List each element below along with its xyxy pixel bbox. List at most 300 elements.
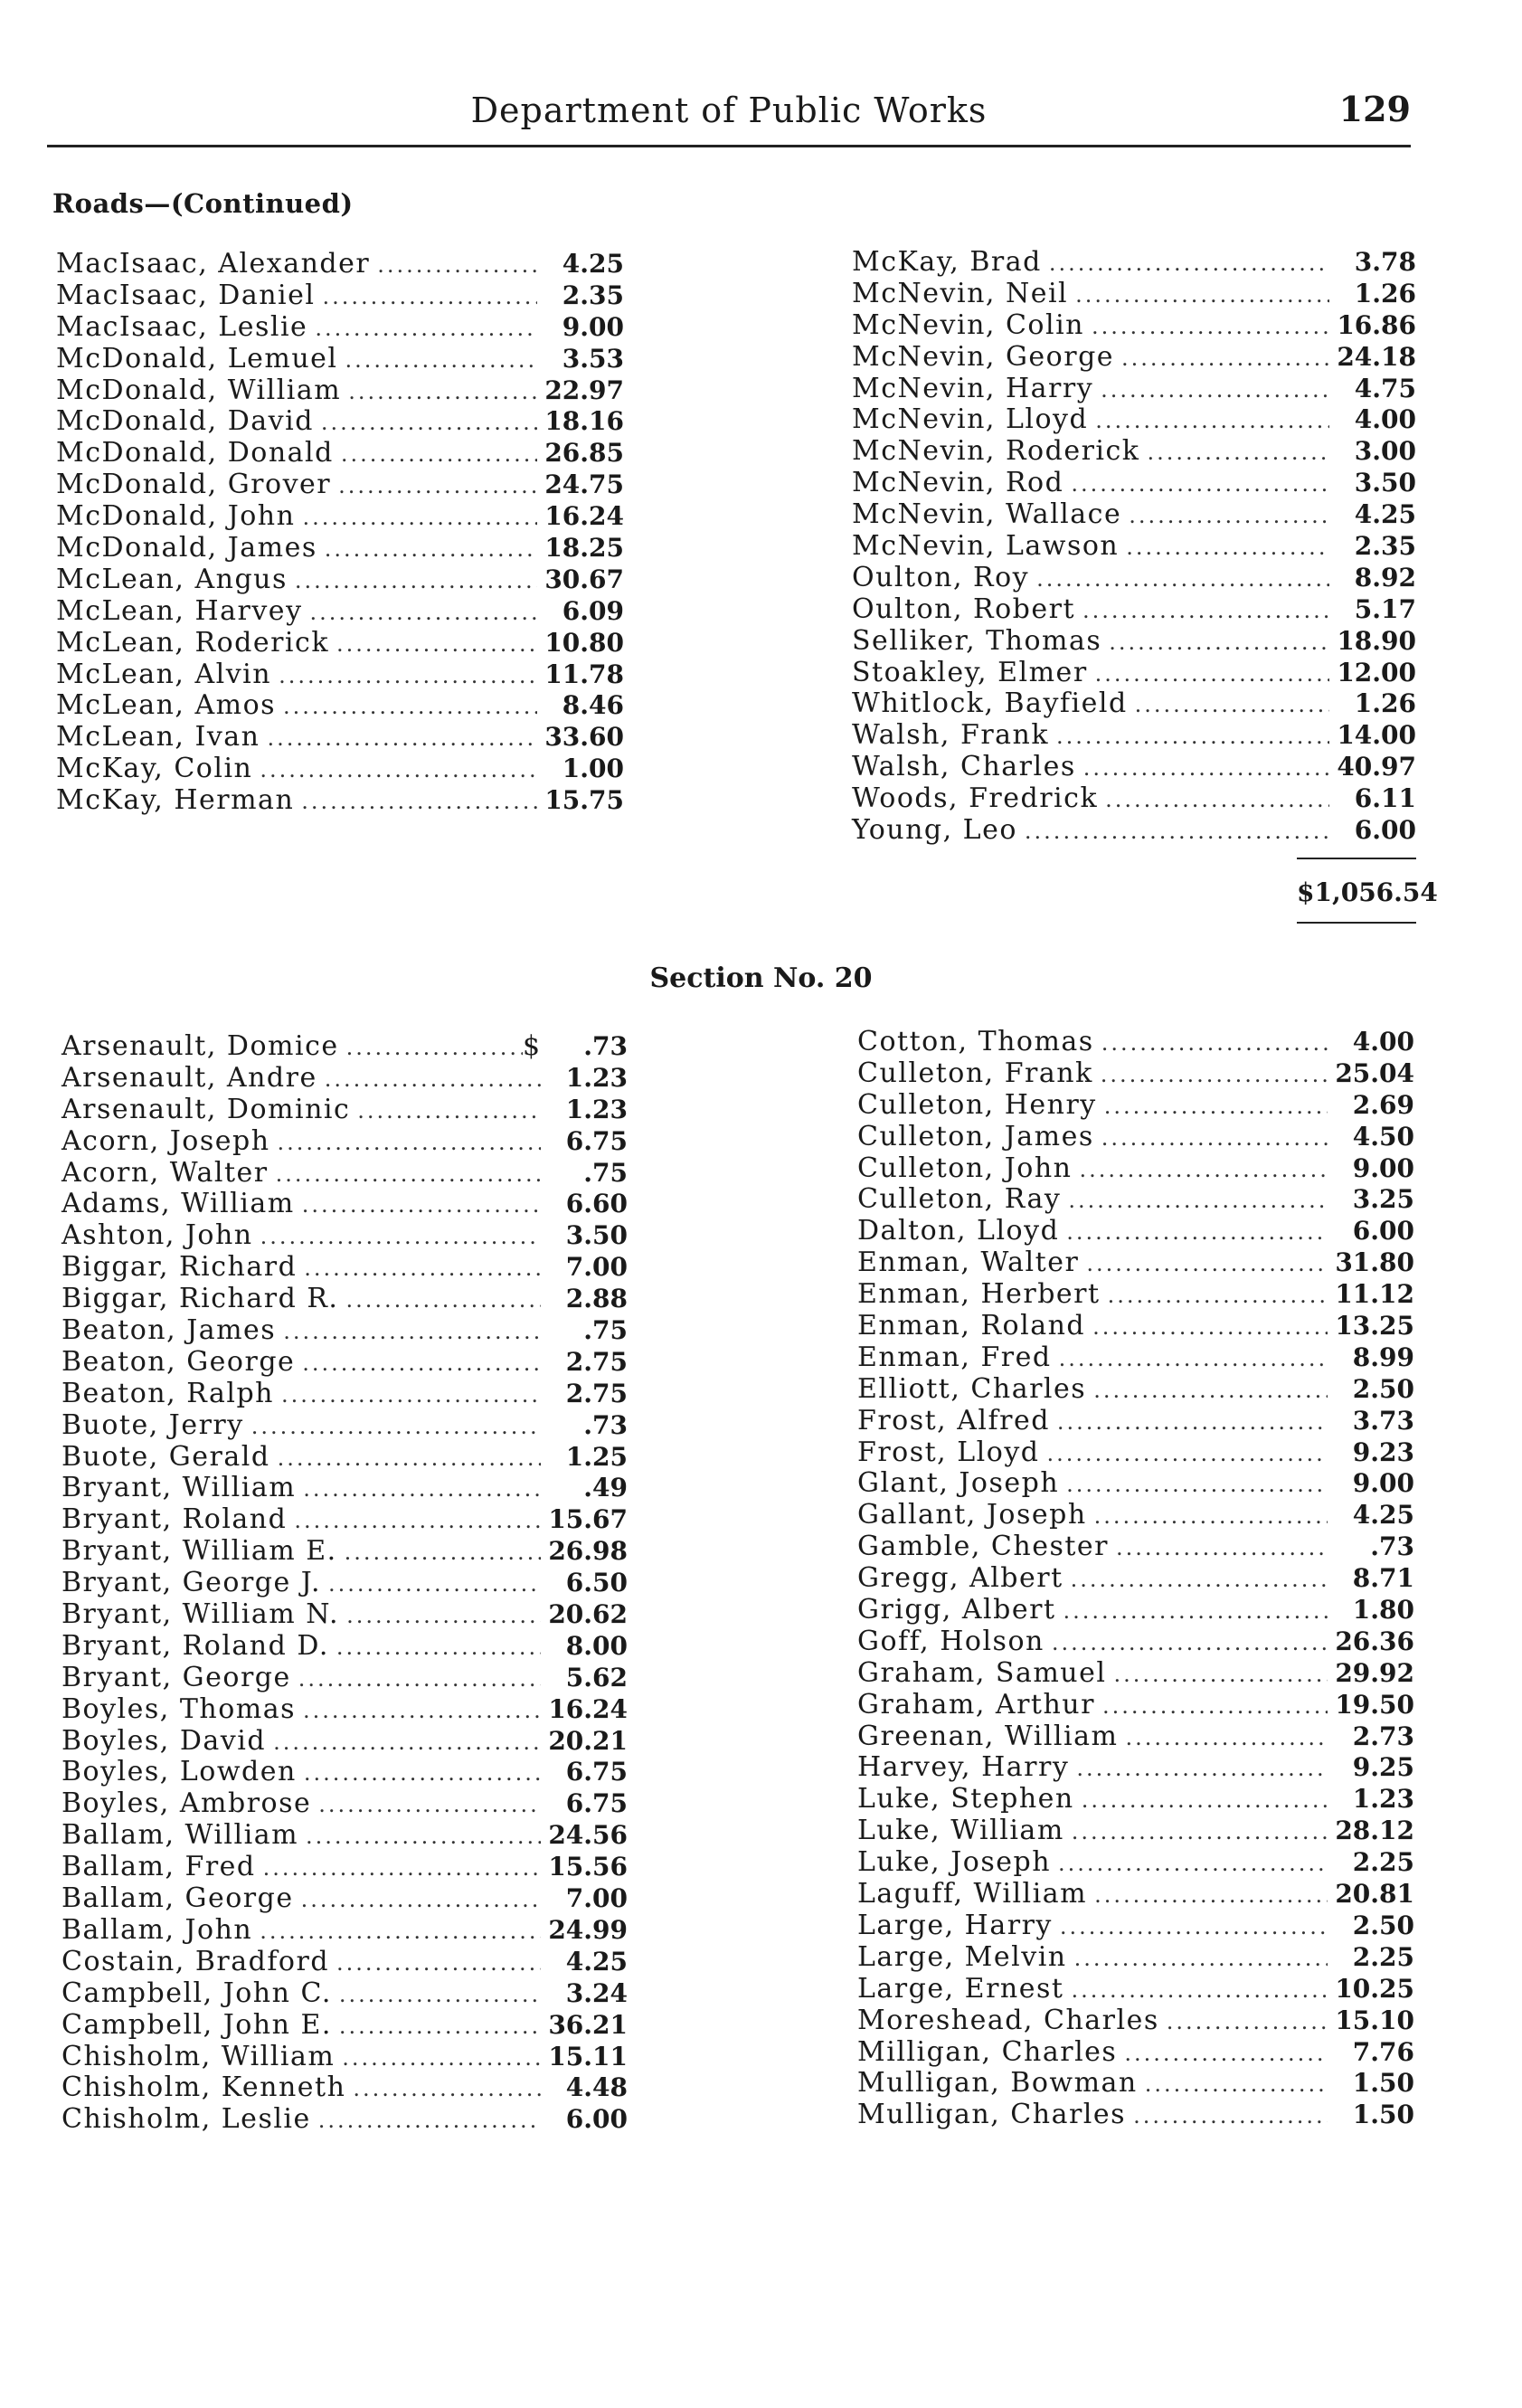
- amount: 24.18: [1337, 341, 1416, 372]
- list-item: [56, 627, 624, 659]
- amount: 2.73: [1352, 1721, 1414, 1751]
- worker-name: Glant, Joseph: [857, 1467, 1060, 1500]
- list-item: [857, 1846, 1414, 1878]
- amount: 1.00: [562, 754, 624, 784]
- section20-left-column: [61, 1030, 628, 2135]
- worker-name: McDonald, Grover: [56, 469, 332, 501]
- amount: 6.75: [565, 1788, 628, 1819]
- amount: 15.75: [544, 785, 624, 816]
- amount: 19.50: [1335, 1689, 1414, 1720]
- list-item: [852, 341, 1416, 373]
- worker-name: Ashton, John: [61, 1219, 253, 1252]
- amount: 2.88: [565, 1284, 628, 1314]
- dot-leader: [276, 694, 537, 719]
- dot-leader: [1128, 692, 1329, 717]
- list-item: [857, 1973, 1414, 2005]
- amount: 6.09: [562, 595, 624, 626]
- amount: 25.04: [1335, 1057, 1414, 1088]
- amount: 2.50: [1352, 1910, 1414, 1940]
- list-item: [61, 1094, 628, 1125]
- dot-leader: [1064, 1819, 1328, 1844]
- list-item: [56, 721, 624, 753]
- dot-leader: [1052, 1346, 1328, 1371]
- amount: 26.85: [544, 438, 624, 469]
- list-item: [852, 309, 1416, 341]
- amount: 9.25: [1352, 1752, 1414, 1783]
- amount: 1.23: [565, 1094, 628, 1124]
- roads-total-block: [1297, 858, 1438, 924]
- worker-name: McDonald, James: [56, 532, 317, 564]
- list-item: [61, 1378, 628, 1409]
- list-item: [857, 2005, 1414, 2036]
- list-item: [61, 1030, 628, 1062]
- worker-name: Luke, Joseph: [857, 1846, 1052, 1879]
- worker-name: Milligan, Charles: [857, 2035, 1118, 2068]
- amount: 4.48: [565, 2072, 628, 2103]
- page-title: Department of Public Works: [470, 90, 988, 130]
- worker-name: Walsh, Frank: [852, 719, 1050, 752]
- list-item: [852, 751, 1416, 782]
- worker-name: Greenan, William: [857, 1720, 1119, 1752]
- dot-leader: [1067, 1946, 1328, 1971]
- dot-leader: [1138, 2071, 1328, 2097]
- dot-leader: [1084, 314, 1329, 339]
- worker-name: Gallant, Joseph: [857, 1499, 1087, 1531]
- dot-leader: [1159, 2009, 1328, 2034]
- list-item: [61, 1693, 628, 1725]
- dot-leader: [1050, 1409, 1328, 1435]
- worker-name: McDonald, David: [56, 405, 314, 438]
- worker-name: McKay, Brad: [852, 246, 1042, 278]
- dot-leader: [1039, 1441, 1328, 1466]
- list-item: [61, 1188, 628, 1219]
- amount: 10.80: [544, 627, 624, 658]
- list-item: [56, 437, 624, 469]
- worker-name: Large, Ernest: [857, 1972, 1064, 2005]
- worker-name: McNevin, Harry: [852, 372, 1094, 404]
- amount: .73: [583, 1409, 628, 1440]
- dot-leader: [1051, 1851, 1328, 1876]
- amount: 8.71: [1352, 1563, 1414, 1594]
- worker-name: Stoakley, Elmer: [852, 656, 1088, 688]
- amount: 6.00: [565, 2104, 628, 2135]
- amount: 2.25: [1352, 1941, 1414, 1972]
- dot-leader: [1114, 346, 1329, 371]
- dot-leader: [1106, 1662, 1328, 1687]
- worker-name: McDonald, John: [56, 500, 296, 533]
- amount: 15.11: [548, 2041, 628, 2071]
- amount: 9.00: [562, 311, 624, 342]
- worker-name: Costain, Bradford: [61, 1945, 330, 1977]
- worker-name: MacIsaac, Leslie: [56, 310, 308, 343]
- list-item: [857, 1910, 1414, 1941]
- dot-leader: [1098, 787, 1329, 812]
- roads-left-column: [56, 248, 624, 816]
- amount: 15.10: [1335, 2005, 1414, 2035]
- worker-name: Campbell, John C.: [61, 1977, 332, 2009]
- dot-leader: [1088, 408, 1329, 433]
- list-item: [61, 1977, 628, 2009]
- amount: 6.00: [1352, 1216, 1414, 1247]
- list-item: [61, 1346, 628, 1378]
- list-item: [857, 1089, 1414, 1121]
- amount: 1.50: [1352, 2100, 1414, 2130]
- dot-leader: [1056, 1598, 1328, 1624]
- worker-name: McKay, Herman: [56, 784, 295, 817]
- list-item: [857, 1026, 1414, 1057]
- dot-leader: [1017, 819, 1329, 844]
- list-item: [857, 1341, 1414, 1373]
- dot-leader: [339, 1603, 541, 1628]
- amount: 1.26: [1354, 688, 1416, 719]
- dot-leader: [1042, 251, 1329, 276]
- dot-leader: [321, 1571, 541, 1597]
- worker-name: Walsh, Charles: [852, 751, 1076, 783]
- dot-leader: [295, 505, 537, 530]
- dot-leader: [1118, 1725, 1328, 1750]
- list-item: [61, 1882, 628, 1914]
- worker-name: Grigg, Albert: [857, 1594, 1056, 1626]
- amount: 26.36: [1335, 1626, 1414, 1656]
- worker-name: Gamble, Chester: [857, 1531, 1109, 1563]
- list-item: [857, 1562, 1414, 1594]
- dot-leader: [1121, 503, 1329, 528]
- worker-name: McNevin, Lloyd: [852, 403, 1089, 436]
- worker-name: Enman, Walter: [857, 1247, 1080, 1279]
- worker-name: Oulton, Robert: [852, 593, 1076, 625]
- amount: 3.00: [1354, 436, 1416, 467]
- amount: 6.50: [565, 1568, 628, 1598]
- header-rule: [47, 145, 1411, 147]
- worker-name: Cotton, Thomas: [857, 1026, 1094, 1057]
- amount: 22.97: [544, 374, 624, 405]
- dot-leader: [1101, 1283, 1328, 1308]
- worker-name: Goff, Holson: [857, 1625, 1045, 1657]
- list-item: [852, 719, 1416, 751]
- amount: 2.35: [562, 280, 624, 310]
- list-item: [61, 1062, 628, 1094]
- dot-leader: [244, 1414, 541, 1439]
- worker-name: Beaton, James: [61, 1314, 277, 1347]
- dot-leader: [329, 1635, 541, 1660]
- worker-name: McLean, Ivan: [56, 721, 260, 754]
- worker-name: Buote, Gerald: [61, 1440, 270, 1473]
- worker-name: Large, Melvin: [857, 1940, 1067, 1973]
- list-item: [857, 1467, 1414, 1499]
- amount: 2.75: [565, 1378, 628, 1408]
- worker-name: Arsenault, Domice: [61, 1030, 339, 1062]
- dot-leader: [316, 284, 538, 309]
- worker-name: Bryant, George J.: [61, 1567, 322, 1599]
- worker-name: Luke, Stephen: [857, 1783, 1074, 1815]
- amount: 4.75: [1354, 373, 1416, 403]
- worker-name: Bryant, William: [61, 1472, 297, 1504]
- amount: 6.75: [565, 1125, 628, 1156]
- dot-leader: [317, 1067, 541, 1092]
- dot-leader: [337, 1540, 541, 1565]
- dot-leader: [1075, 598, 1329, 623]
- amount: 1.26: [1354, 278, 1416, 308]
- worker-name: McNevin, Neil: [852, 277, 1069, 309]
- dot-leader: [1074, 1787, 1328, 1813]
- list-item: [56, 595, 624, 627]
- amount: .75: [583, 1315, 628, 1346]
- dot-leader: [1053, 1914, 1328, 1939]
- list-item: [857, 1436, 1414, 1468]
- dot-leader: [1049, 724, 1329, 749]
- list-item: [852, 814, 1416, 846]
- dot-leader: [1101, 630, 1329, 655]
- list-item: [61, 1598, 628, 1630]
- worker-name: Whitlock, Bayfield: [852, 687, 1128, 720]
- list-item: [61, 1662, 628, 1693]
- dot-leader: [1085, 1314, 1328, 1340]
- amount: 16.86: [1337, 309, 1416, 340]
- amount: 3.50: [565, 1220, 628, 1251]
- list-item: [61, 1851, 628, 1882]
- list-item: [857, 1152, 1414, 1184]
- amount: 18.25: [544, 533, 624, 564]
- worker-name: Boyles, David: [61, 1724, 267, 1757]
- list-item: [852, 687, 1416, 719]
- amount: 20.21: [548, 1725, 628, 1756]
- worker-name: McDonald, William: [56, 374, 342, 406]
- section20-right-column: [857, 1026, 1414, 2130]
- worker-name: McDonald, Donald: [56, 437, 334, 469]
- amount: 4.25: [562, 249, 624, 279]
- worker-name: Mulligan, Charles: [857, 2099, 1127, 2131]
- dot-leader: [1095, 1693, 1328, 1719]
- worker-name: Beaton, Ralph: [61, 1377, 274, 1409]
- list-item: [857, 1878, 1414, 1910]
- worker-name: Laguff, William: [857, 1878, 1088, 1910]
- list-item: [857, 2099, 1414, 2130]
- list-item: [852, 530, 1416, 562]
- amount: 24.56: [548, 1820, 628, 1851]
- dot-leader: [1097, 1094, 1328, 1119]
- dot-leader: [338, 1287, 541, 1313]
- list-item: [852, 403, 1416, 435]
- list-item: [56, 311, 624, 343]
- amount: 30.67: [544, 564, 624, 594]
- worker-name: Chisholm, William: [61, 2040, 336, 2072]
- dot-leader: [335, 2045, 541, 2071]
- list-item: [857, 1815, 1414, 1846]
- list-item: [857, 1751, 1414, 1783]
- worker-name: Enman, Fred: [857, 1341, 1052, 1373]
- amount: 24.75: [544, 469, 624, 500]
- dot-leader: [1117, 2041, 1328, 2066]
- list-item: [61, 1219, 628, 1251]
- amount: 5.62: [565, 1662, 628, 1692]
- list-item: [857, 1941, 1414, 1973]
- amount: 8.99: [1352, 1341, 1414, 1372]
- amount: 24.99: [548, 1914, 628, 1945]
- list-item: [852, 373, 1416, 404]
- worker-name: Graham, Arthur: [857, 1688, 1095, 1721]
- list-item: [61, 1756, 628, 1787]
- worker-name: McLean, Angus: [56, 563, 288, 595]
- dot-leader: [334, 441, 537, 467]
- amount: 1.80: [1352, 1595, 1414, 1626]
- dot-leader: [1094, 1030, 1328, 1056]
- amount: 1.23: [1352, 1784, 1414, 1815]
- dot-leader: [256, 1855, 541, 1881]
- amount: 36.21: [548, 2009, 628, 2040]
- dot-leader: [1093, 377, 1329, 403]
- amount: 6.75: [565, 1757, 628, 1787]
- amount: 29.92: [1335, 1657, 1414, 1688]
- dot-leader: [341, 379, 537, 404]
- list-item: [852, 498, 1416, 530]
- dot-leader: [266, 1730, 541, 1755]
- worker-name: Harvey, Harry: [857, 1751, 1070, 1784]
- dot-leader: [252, 1919, 541, 1944]
- list-item: [857, 1689, 1414, 1721]
- worker-name: McNevin, Wallace: [852, 498, 1122, 531]
- list-item: [857, 1373, 1414, 1405]
- dot-leader: [295, 1351, 541, 1376]
- dot-leader: [1059, 1219, 1328, 1245]
- worker-name: Acorn, Joseph: [61, 1124, 270, 1157]
- list-item: [56, 500, 624, 532]
- list-item: [56, 469, 624, 500]
- amount: 12.00: [1337, 657, 1416, 687]
- list-item: [852, 657, 1416, 688]
- list-item: [61, 1787, 628, 1819]
- worker-name: MacIsaac, Alexander: [56, 248, 371, 280]
- amount: 4.50: [1352, 1121, 1414, 1152]
- amount: 3.24: [565, 1977, 628, 2008]
- amount: 6.00: [1354, 815, 1416, 846]
- worker-name: Bryant, William N.: [61, 1598, 340, 1631]
- dot-leader: [295, 1192, 541, 1218]
- list-item: [852, 467, 1416, 498]
- amount: 8.00: [565, 1630, 628, 1661]
- list-item: [857, 1721, 1414, 1752]
- amount: 6.11: [1354, 783, 1416, 814]
- amount: 2.75: [565, 1346, 628, 1377]
- dot-leader: [1064, 1567, 1328, 1592]
- list-item: [56, 689, 624, 721]
- list-item: [852, 246, 1416, 278]
- list-item: [56, 343, 624, 374]
- list-item: [857, 1183, 1414, 1215]
- list-item: [56, 564, 624, 595]
- worker-name: McLean, Alvin: [56, 658, 272, 690]
- dot-leader: [288, 568, 537, 593]
- list-item: [61, 1409, 628, 1441]
- dot-leader: [1086, 1378, 1328, 1403]
- worker-name: Culleton, Ray: [857, 1183, 1062, 1216]
- list-item: [61, 1125, 628, 1157]
- dot-leader: [1093, 1062, 1328, 1087]
- list-item: [61, 1472, 628, 1503]
- amount: 3.25: [1352, 1184, 1414, 1215]
- worker-name: Enman, Roland: [857, 1310, 1086, 1342]
- worker-name: Boyles, Lowden: [61, 1756, 297, 1788]
- list-item: [857, 1405, 1414, 1436]
- amount: 11.12: [1335, 1279, 1414, 1310]
- dot-leader: [269, 1161, 541, 1187]
- list-item: [56, 659, 624, 690]
- dot-leader: [332, 1982, 541, 2007]
- dot-leader: [274, 1382, 541, 1408]
- worker-name: Campbell, John E.: [61, 2008, 332, 2041]
- amount: 14.00: [1337, 720, 1416, 751]
- list-item: [56, 405, 624, 437]
- list-item: [61, 1630, 628, 1662]
- list-item: [61, 1283, 628, 1314]
- dot-leader: [296, 1698, 541, 1723]
- dollar-sign: $: [523, 1030, 541, 1062]
- amount: 3.73: [1352, 1405, 1414, 1436]
- amount: 33.60: [544, 722, 624, 753]
- worker-name: Moreshead, Charles: [857, 2004, 1159, 2036]
- list-item: [61, 1819, 628, 1851]
- dot-leader: [1119, 535, 1329, 560]
- list-item: [61, 2071, 628, 2103]
- roads-heading: Roads—(Continued): [52, 188, 354, 219]
- dot-leader: [276, 1319, 541, 1344]
- amount: 2.50: [1352, 1373, 1414, 1404]
- dot-leader: [1139, 440, 1329, 465]
- amount: .73: [583, 1031, 628, 1061]
- worker-name: McLean, Harvey: [56, 594, 303, 627]
- amount: 9.00: [1352, 1468, 1414, 1499]
- amount: .49: [583, 1473, 628, 1503]
- amount: 9.23: [1352, 1436, 1414, 1467]
- dot-leader: [294, 1887, 541, 1912]
- amount: 1.50: [1352, 2068, 1414, 2099]
- list-item: [857, 2036, 1414, 2068]
- worker-name: Culleton, Frank: [857, 1057, 1093, 1089]
- worker-name: McDonald, Lemuel: [56, 342, 338, 374]
- worker-name: Ballam, George: [61, 1882, 294, 1915]
- list-item: [61, 1314, 628, 1346]
- worker-name: Buote, Jerry: [61, 1408, 244, 1441]
- list-item: [852, 435, 1416, 467]
- dot-leader: [1059, 1472, 1328, 1497]
- dot-leader: [329, 631, 537, 657]
- dot-leader: [332, 2014, 541, 2039]
- worker-name: Enman, Herbert: [857, 1278, 1101, 1311]
- list-item: [852, 625, 1416, 657]
- amount: 8.46: [562, 690, 624, 721]
- dot-leader: [1126, 2103, 1328, 2128]
- amount: 10.25: [1335, 1973, 1414, 2004]
- dot-leader: [345, 2076, 541, 2101]
- amount: 26.98: [548, 1536, 628, 1567]
- amount: 2.69: [1352, 1089, 1414, 1120]
- dot-leader: [297, 1760, 541, 1786]
- worker-name: McNevin, Roderick: [852, 435, 1140, 468]
- list-item: [56, 248, 624, 280]
- list-item: [857, 1278, 1414, 1310]
- list-item: [61, 1503, 628, 1535]
- list-item: [61, 1725, 628, 1757]
- worker-name: Arsenault, Andre: [61, 1061, 317, 1094]
- dot-leader: [311, 2108, 541, 2133]
- section-title: Section No. 20: [649, 962, 873, 994]
- list-item: [857, 2067, 1414, 2099]
- worker-name: Large, Harry: [857, 1909, 1053, 1941]
- worker-name: Ballam, Fred: [61, 1851, 256, 1883]
- amount: 4.25: [565, 1946, 628, 1977]
- dot-leader: [260, 725, 537, 751]
- worker-name: Dalton, Lloyd: [857, 1215, 1060, 1247]
- worker-name: Luke, William: [857, 1815, 1064, 1847]
